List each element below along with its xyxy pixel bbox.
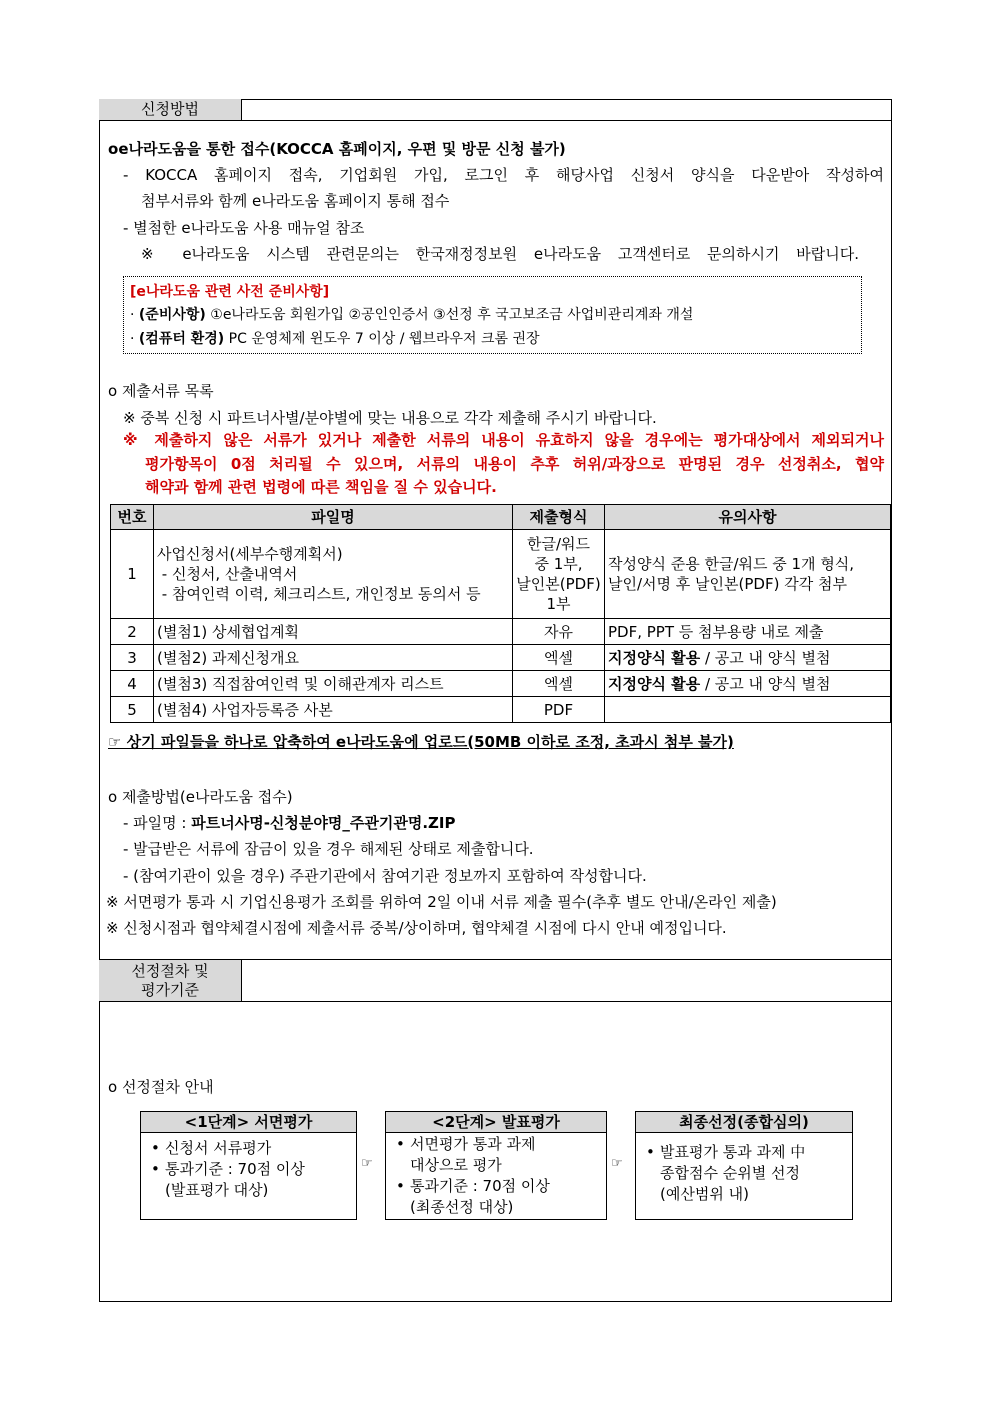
prep-item-1: · (준비사항) ①e나라도움 회원가입 ②공인인증서 ③선정 후 국고보조금 사업비관리계좌 개설 xyxy=(130,307,694,323)
documents-warning-3: 해약과 함께 관련 법령에 따른 책임을 질 수 있습니다. xyxy=(145,478,497,496)
apply-line-3: ※ e나라도움 시스템 관련문의는 한국재정정보원 e나라도움 고객센터로 문의하시기 바랍니다. xyxy=(141,245,859,263)
table-row: 2 (별첨1) 상세협업계획 자유 PDF, PPT 등 첨부용량 내로 제출 xyxy=(111,619,891,645)
documents-heading: o 제출서류 목록 xyxy=(108,382,214,400)
submit-filename: - 파일명 : 파트너사명-신청분야명_주관기관명.ZIP xyxy=(123,814,456,832)
apply-heading: oe나라도움을 통한 접수(KOCCA 홈페이지, 우편 및 방문 신청 불가) xyxy=(108,140,566,158)
stage-1-box xyxy=(140,1111,357,1220)
submit-note-2: ※ 신청시점과 협약체결시점에 제출서류 중복/상이하며, 협약체결 시점에 다시 안내 예정입니다. xyxy=(106,919,727,937)
arrow-icon: ☞ xyxy=(361,1156,373,1171)
apply-line-1b: 첨부서류와 함께 e나라도움 홈페이지 통해 접수 xyxy=(141,192,450,210)
submit-heading: o 제출방법(e나라도움 접수) xyxy=(108,788,293,806)
prep-item-2: · (컴퓨터 환경) PC 운영체제 윈도우 7 이상 / 웹브라우저 크롬 권장 xyxy=(130,331,540,347)
row-format: 한글/워드 중 1부, 날인본(PDF) 1부 xyxy=(513,530,605,619)
section-header-select xyxy=(99,959,892,1002)
table-header-row xyxy=(111,505,891,530)
header-format: 제출형식 xyxy=(513,505,605,530)
stage-2-box xyxy=(385,1111,607,1220)
submit-line-3: - (참여기관이 있을 경우) 주관기관에서 참여기관 정보까지 포함하여 작성합니다. xyxy=(123,867,647,885)
table-row xyxy=(111,530,891,619)
stage-1-title: <1단계> 서면평가 xyxy=(141,1112,356,1133)
list-item: • 신청서 서류평가 xyxy=(151,1138,356,1159)
stage-3-title: 최종선정(종합심의) xyxy=(636,1112,852,1133)
arrow-icon: ☞ xyxy=(611,1156,623,1171)
apply-line-2: - 별첨한 e나라도움 사용 매뉴얼 참조 xyxy=(123,219,365,237)
apply-line-1: - KOCCA 홈페이지 접속, 기업회원 가입, 로그인 후 해당사업 신청서 양식을 다운받아 작성하여 xyxy=(123,166,884,184)
section-label-apply: 신청방법 xyxy=(99,99,242,120)
procedure-heading: o 선정절차 안내 xyxy=(108,1078,214,1096)
row-no: 1 xyxy=(111,530,154,619)
list-item: • 서면평가 통과 과제 대상으로 평가 xyxy=(396,1134,606,1176)
prep-box-title: [e나라도움 관련 사전 준비사항] xyxy=(130,284,330,300)
documents-table xyxy=(110,504,891,723)
list-item: • 통과기준 : 70점 이상 (발표평가 대상) xyxy=(151,1159,356,1201)
row-filename: 사업신청서(세부수행계획서) - 신청서, 산출내역서 - 참여인력 이력, 체크리스트, 개인정보 동의서 등 xyxy=(154,530,513,619)
submit-line-2: - 발급받은 서류에 잠금이 있을 경우 해제된 상태로 제출합니다. xyxy=(123,840,534,858)
section-label-select: 선정절차 및 평가기준 xyxy=(99,960,242,1001)
row-notes: 작성양식 준용 한글/워드 중 1개 형식, 날인/서명 후 날인본(PDF) 각각 첨부 xyxy=(605,530,891,619)
documents-warning-1: ※ 제출하지 않은 서류가 있거나 제출한 서류의 내용이 유효하지 않을 경우에는 평가대상에서 제외되거나 xyxy=(123,431,884,449)
list-item: • 발표평가 통과 과제 中 종합점수 순위별 선정 (예산범위 내) xyxy=(646,1142,852,1205)
section-header-apply xyxy=(99,99,892,121)
upload-note: ☞ 상기 파일들을 하나로 압축하여 e나라도움에 업로드(50MB 이하로 조정, 초과시 첨부 불가) xyxy=(108,733,734,751)
prep-box xyxy=(123,276,862,354)
table-row: 4 (별첨3) 직접참여인력 및 이해관계자 리스트 엑셀 지정양식 활용 / 공고 내 양식 별첨 xyxy=(111,671,891,697)
table-row: 3 (별첨2) 과제신청개요 엑셀 지정양식 활용 / 공고 내 양식 별첨 xyxy=(111,645,891,671)
table-row: 5 (별첨4) 사업자등록증 사본 PDF xyxy=(111,697,891,723)
stage-3-box xyxy=(635,1111,853,1220)
header-no: 번호 xyxy=(111,505,154,530)
apply-heading-text: e나라도움을 통한 접수(KOCCA 홈페이지, 우편 및 방문 신청 불가) xyxy=(118,140,566,158)
stage-2-title: <2단계> 발표평가 xyxy=(386,1112,606,1133)
documents-warning-2: 평가항목이 0점 처리될 수 있으며, 서류의 내용이 추후 허위/과장으로 판명된 경우 선정취소, 협약 xyxy=(145,455,884,473)
list-item: • 통과기준 : 70점 이상 (최종선정 대상) xyxy=(396,1176,606,1218)
documents-note: ※ 중복 신청 시 파트너사별/분야별에 맞는 내용으로 각각 제출해 주시기 바랍니다. xyxy=(123,409,657,427)
submit-note-1: ※ 서면평가 통과 시 기업신용평가 조회를 위하여 2일 이내 서류 제출 필수(추후 별도 안내/온라인 제출) xyxy=(106,893,777,911)
header-filename: 파일명 xyxy=(154,505,513,530)
header-notes: 유의사항 xyxy=(605,505,891,530)
